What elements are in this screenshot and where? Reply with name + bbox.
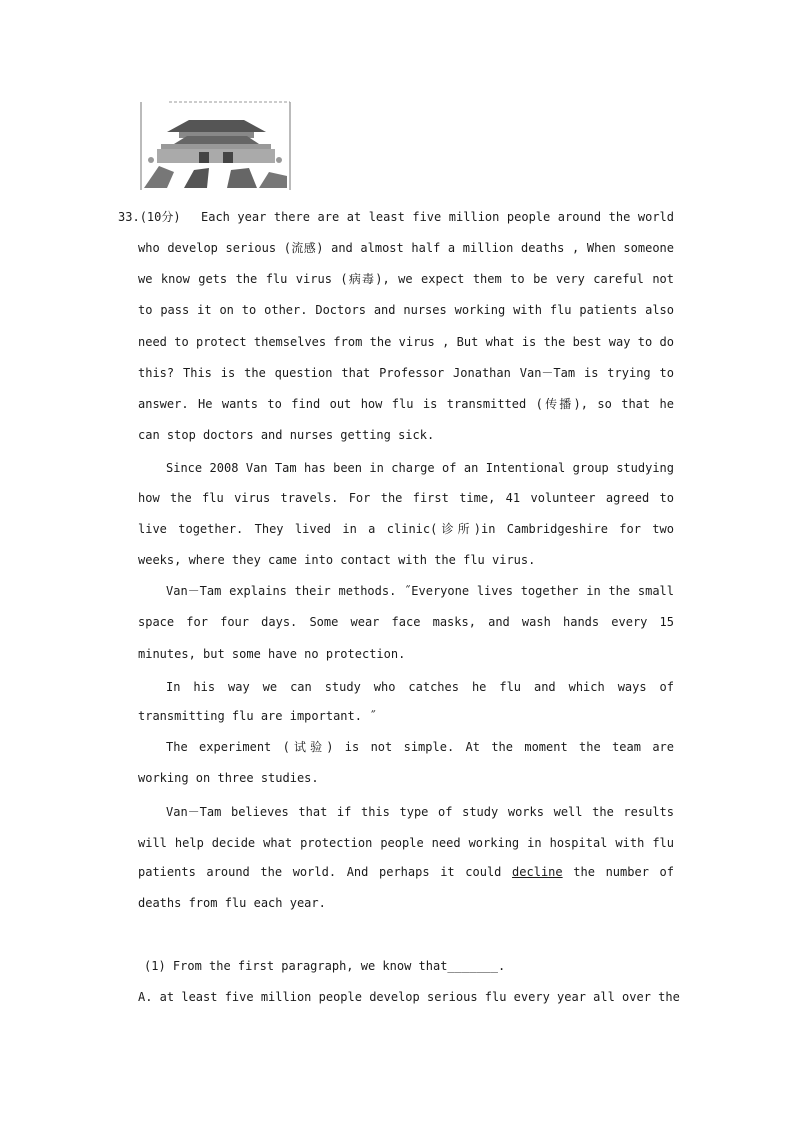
question-line: to pass it on to other. Doctors and nurses working with flu patients also	[138, 303, 674, 317]
paragraph-line: working on three studies.	[138, 771, 319, 785]
paragraph-line: how the flu virus travels. For the first time, 41 volunteer agreed to	[138, 491, 674, 505]
question-number: 33.(10分)	[118, 210, 181, 224]
paragraph-line: Since 2008 Van Tam has been in charge of an Intentional group studying	[166, 461, 674, 475]
question-line: can stop doctors and nurses getting sick.	[138, 428, 435, 442]
question-line: this? This is the question that Professor Jonathan Van－Tam is trying to	[138, 366, 674, 380]
paragraph-line: transmitting flu are important. ˝	[138, 709, 377, 723]
paragraph-line: patients around the world. And perhaps it could decline the number of	[138, 865, 674, 879]
question-line: answer. He wants to find out how flu is transmitted (传播), so that he	[138, 397, 674, 411]
building-figure	[139, 100, 292, 192]
paragraph-line: In his way we can study who catches he flu and which ways of	[166, 680, 674, 694]
gate-tower-icon	[139, 100, 292, 192]
paragraph-line: live together. They lived in a clinic(诊所)in Cambridgeshire for two	[138, 522, 674, 536]
underlined-word: decline	[512, 865, 563, 879]
question-line: need to protect themselves from the virus , But what is the best way to do	[138, 335, 674, 349]
question-line: who develop serious (流感) and almost half a million deaths , When someone	[138, 241, 674, 255]
question-line: we know gets the flu virus (病毒), we expect them to be very careful not	[138, 272, 674, 286]
paragraph-line: The experiment (试验) is not simple. At the moment the team are	[166, 740, 674, 754]
paragraph-line: Van－Tam explains their methods. ˝Everyone lives together in the small	[166, 584, 674, 598]
paragraph-line: space for four days. Some wear face masks, and wash hands every 15	[138, 615, 674, 629]
question-line: Each year there are at least five million people around the world	[201, 210, 674, 224]
paragraph-line: minutes, but some have no protection.	[138, 647, 406, 661]
option-a: A. at least five million people develop serious flu every year all over the	[138, 990, 680, 1004]
paragraph-line: will help decide what protection people need working in hospital with flu	[138, 836, 674, 850]
sub-question: (1) From the first paragraph, we know that_______.	[144, 959, 506, 973]
paragraph-line: weeks, where they came into contact with the flu virus.	[138, 553, 536, 567]
paragraph-line: Van－Tam believes that if this type of study works well the results	[166, 805, 674, 819]
paragraph-line: deaths from flu each year.	[138, 896, 326, 910]
